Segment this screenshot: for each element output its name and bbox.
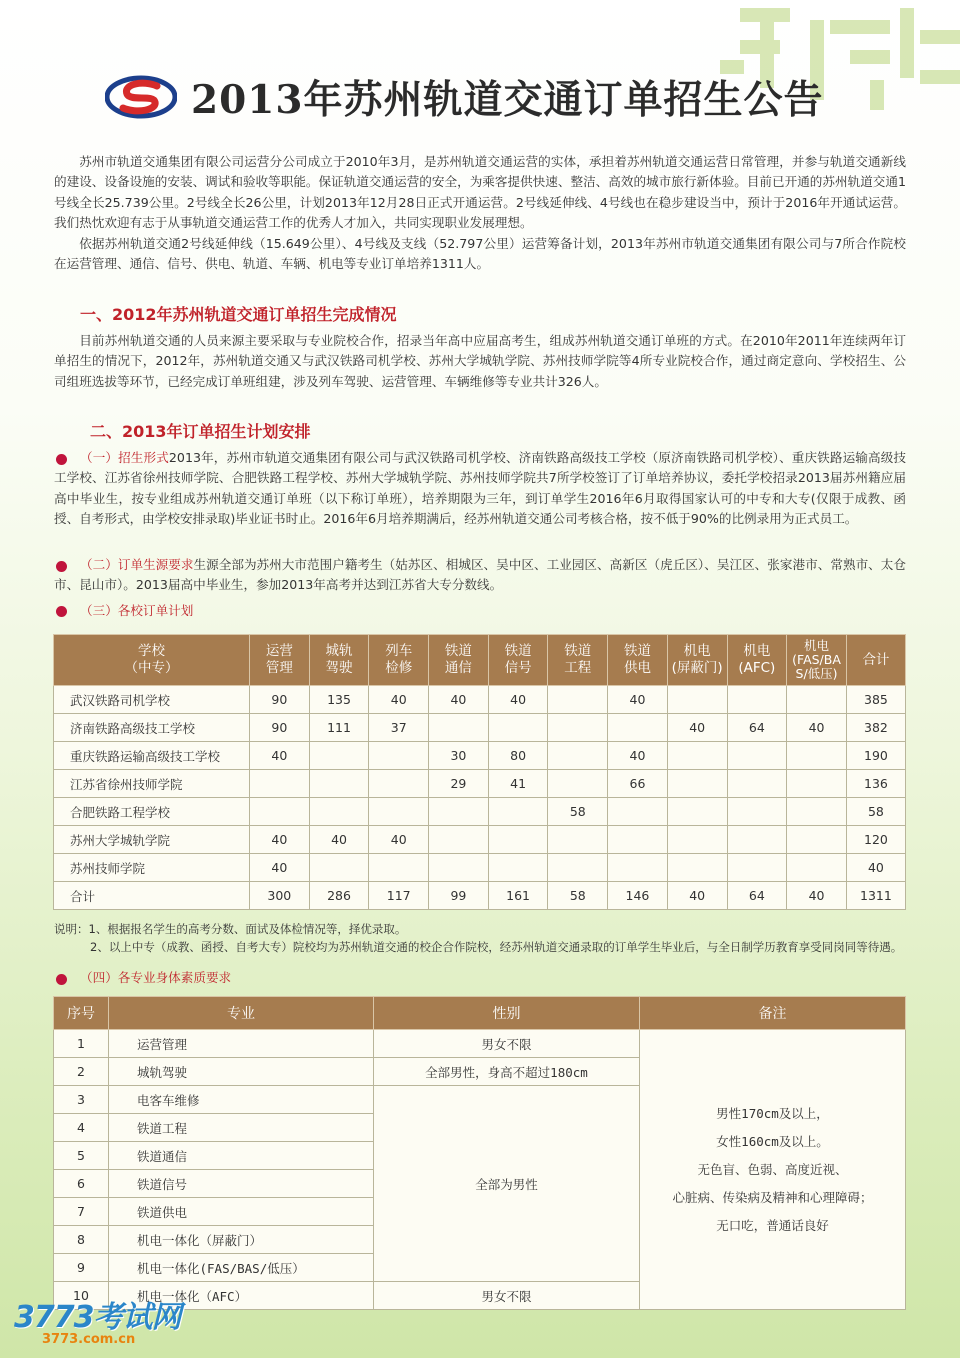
plan-header-line: (屏蔽门)	[671, 660, 723, 676]
plan-value-cell: 190	[846, 742, 905, 770]
plan-value-cell	[369, 770, 429, 798]
plan-value-cell	[548, 686, 608, 714]
seq-cell: 2	[54, 1058, 109, 1086]
table-row	[54, 882, 906, 910]
plan-value-cell: 385	[846, 686, 905, 714]
plan-value-cell: 40	[250, 742, 310, 770]
plan-value-cell: 136	[846, 770, 905, 798]
plan-header-line: (AFC)	[738, 660, 776, 676]
seq-cell: 10	[54, 1282, 109, 1310]
seq-cell: 9	[54, 1254, 109, 1282]
gender-cell: 全部为男性	[374, 1086, 640, 1282]
plan-header-line: 供电	[623, 660, 651, 676]
remark-line: 心脏病、传染病及精神和心理障碍；	[672, 1189, 873, 1205]
plan-value-cell	[667, 798, 727, 826]
plan-header-line: 铁道	[564, 643, 592, 659]
plan-value-cell: 40	[250, 854, 310, 882]
plan-value-cell: 40	[608, 742, 668, 770]
plan-value-cell	[667, 826, 727, 854]
plan-value-cell	[608, 798, 668, 826]
plan-value-cell	[309, 742, 369, 770]
table-row	[54, 714, 906, 742]
plan-header-cell	[488, 635, 548, 686]
plan-value-cell: 111	[309, 714, 369, 742]
table-row	[54, 798, 906, 826]
plan-value-cell: 40	[608, 686, 668, 714]
plan-value-cell	[548, 714, 608, 742]
plan-value-cell	[488, 854, 548, 882]
plan-value-cell: 99	[429, 882, 489, 910]
remark-cell	[640, 1030, 906, 1310]
plan-value-cell: 135	[309, 686, 369, 714]
plan-value-cell: 382	[846, 714, 905, 742]
plan-value-cell: 40	[250, 826, 310, 854]
major-cell: 铁道通信	[109, 1142, 374, 1170]
plan-value-cell: 120	[846, 826, 905, 854]
plan-header-line: 检修	[385, 660, 413, 676]
watermark	[14, 1292, 181, 1347]
plan-value-cell: 146	[608, 882, 668, 910]
plan-header-line: 工程	[564, 660, 592, 676]
plan-header-cell	[429, 635, 489, 686]
plan-value-cell	[369, 854, 429, 882]
table-row	[54, 742, 906, 770]
table-row	[54, 686, 906, 714]
plan-header-line: 铁道	[444, 643, 472, 659]
plan-value-cell: 40	[787, 882, 847, 910]
seq-cell: 7	[54, 1198, 109, 1226]
major-cell: 运营管理	[109, 1030, 374, 1058]
plan-header-line: 铁道	[504, 643, 532, 659]
gender-cell: 全部男性，身高不超过180cm	[374, 1058, 640, 1086]
major-cell: 铁道供电	[109, 1198, 374, 1226]
major-cell: 机电一体化(FAS/BAS/低压）	[109, 1254, 374, 1282]
plan-value-cell	[548, 854, 608, 882]
req-header-cell: 性别	[374, 997, 640, 1030]
plan-value-cell: 64	[727, 714, 787, 742]
plan-value-cell	[727, 686, 787, 714]
gender-cell: 男女不限	[374, 1030, 640, 1058]
plan-header-line: 机电	[804, 638, 830, 653]
plan-header-line: 驾驶	[325, 660, 353, 676]
plan-header-line: 合计	[862, 651, 890, 668]
watermark-url: 3773.com.cn	[42, 1332, 136, 1347]
plan-value-cell: 40	[369, 826, 429, 854]
school-name-cell: 合计	[54, 882, 250, 910]
seq-cell: 5	[54, 1142, 109, 1170]
plan-value-cell: 58	[548, 882, 608, 910]
plan-header-line: 运营	[265, 643, 293, 659]
table-row	[54, 826, 906, 854]
plan-header-line: 信号	[504, 660, 532, 676]
plan-value-cell	[727, 770, 787, 798]
recruit-form-label: （一）招生形式	[80, 450, 169, 465]
plan-value-cell	[608, 826, 668, 854]
plan-value-cell: 80	[488, 742, 548, 770]
plan-value-cell	[727, 742, 787, 770]
note-1: 说明：1、根据报名学生的高考分数、面试及体检情况等，择优录取。	[54, 922, 407, 936]
seq-cell: 1	[54, 1030, 109, 1058]
plan-header-cell	[727, 635, 787, 686]
plan-header-cell	[846, 635, 905, 686]
section-heading-1: 一、2012年苏州轨道交通订单招生完成情况	[80, 305, 397, 324]
plan-header-cell	[608, 635, 668, 686]
school-plan-label: （三）各校订单计划	[80, 603, 194, 618]
recruit-form-text: 2013年，苏州市轨道交通集团有限公司与武汉铁路司机学校、济南铁路高级技工学校（原济南铁路司机学校）、重庆铁路运输高级技工学校、江苏省徐州技师学院、合肥铁路工程学校、苏州大学城轨学院、苏州技师学院共7所学校签订了订单培养协议，委托学校招录2013届苏州籍应届高中毕业生，按专业组成苏州轨道交通订单班（以下称订单班），培养期限为三年，到订单学生2016年6月取得国家认可的中专和大专(仅限于成教、函授、自考形式，由学校安排录取)毕业证书时止。2016年6月培养期满后，经苏州轨道交通公司考核合格，按不低于90%的比例录用为正式员工。	[54, 450, 906, 526]
plan-value-cell: 40	[787, 714, 847, 742]
school-name-cell: 合肥铁路工程学校	[54, 798, 250, 826]
physical-requirement-table	[53, 996, 906, 1310]
plan-value-cell: 58	[548, 798, 608, 826]
plan-value-cell	[369, 798, 429, 826]
plan-value-cell	[548, 826, 608, 854]
plan-value-cell	[488, 798, 548, 826]
intro-paragraph-2: 依据苏州轨道交通2号线延伸线（15.649公里）、4号线及支线（52.797公里）运营筹备计划，2013年苏州市轨道交通集团有限公司与7所合作院校在运营管理、通信、信号、供电、轨道、车辆、机电等专业订单培养1311人。	[54, 236, 906, 272]
plan-value-cell	[429, 798, 489, 826]
plan-header-line: 管理	[265, 660, 293, 676]
plan-value-cell	[608, 854, 668, 882]
plan-value-cell	[667, 770, 727, 798]
plan-value-cell: 1311	[846, 882, 905, 910]
school-name-cell: 江苏省徐州技师学院	[54, 770, 250, 798]
plan-value-cell: 40	[369, 686, 429, 714]
req-table-header-row	[54, 997, 906, 1030]
plan-value-cell	[667, 686, 727, 714]
plan-value-cell	[250, 798, 310, 826]
major-cell: 机电一体化（屏蔽门）	[109, 1226, 374, 1254]
watermark-main: 3773考试网	[14, 1300, 181, 1335]
plan-value-cell: 29	[429, 770, 489, 798]
seq-cell: 3	[54, 1086, 109, 1114]
plan-header-line: 机电	[743, 643, 771, 659]
major-cell: 电客车维修	[109, 1086, 374, 1114]
plan-header-cell	[787, 635, 847, 686]
plan-value-cell: 161	[488, 882, 548, 910]
source-req-text: 生源全部为苏州大市范围户籍考生（姑苏区、相城区、吴中区、工业园区、高新区（虎丘区）、吴江区、张家港市、常熟市、太仓市、昆山市）。2013届高中毕业生，参加2013年高考并达到江苏省大专分数线。	[54, 557, 906, 593]
plan-value-cell	[667, 742, 727, 770]
plan-header-cell	[54, 635, 250, 686]
plan-value-cell: 64	[727, 882, 787, 910]
plan-value-cell: 40	[667, 714, 727, 742]
source-req-label: （二）订单生源要求	[80, 557, 194, 572]
plan-value-cell: 30	[429, 742, 489, 770]
plan-header-cell	[369, 635, 429, 686]
plan-value-cell	[429, 714, 489, 742]
page-title: 2013年苏州轨道交通订单招生公告	[191, 77, 824, 123]
major-cell: 城轨驾驶	[109, 1058, 374, 1086]
plan-value-cell: 58	[846, 798, 905, 826]
source-req-paragraph	[54, 555, 906, 596]
bullet-icon	[56, 606, 67, 617]
recruit-form-paragraph	[54, 448, 906, 529]
school-name-cell: 重庆铁路运输高级技工学校	[54, 742, 250, 770]
suzhou-metro-logo-icon	[105, 74, 177, 120]
plan-value-cell	[309, 770, 369, 798]
plan-value-cell	[787, 742, 847, 770]
intro-paragraph-1: 苏州市轨道交通集团有限公司运营分公司成立于2010年3月，是苏州轨道交通运营的实体，承担着苏州轨道交通运营日常管理，并参与轨道交通新线的建设、设备设施的安装、调试和验收等职能。保证轨道交通运营的安全，为乘客提供快速、整洁、高效的城市旅行新体验。目前已开通的苏州轨道交通1号线全长25.739公里。2号线全长26公里，计划2013年12月28日正式开通运营。2号线延伸线、4号线也在稳步建设当中，预计于2016年开通试运营。我们热忱欢迎有志于从事轨道交通运营工作的优秀人才加入，共同实现职业发展理想。	[54, 154, 906, 230]
table-row	[54, 1030, 906, 1058]
school-name-cell: 苏州大学城轨学院	[54, 826, 250, 854]
table-row	[54, 854, 906, 882]
plan-header-cell	[309, 635, 369, 686]
plan-value-cell	[608, 714, 668, 742]
plan-value-cell	[429, 854, 489, 882]
req-header-cell: 专业	[109, 997, 374, 1030]
school-name-cell: 苏州技师学院	[54, 854, 250, 882]
plan-value-cell: 40	[667, 882, 727, 910]
plan-value-cell	[429, 826, 489, 854]
bullet-icon	[56, 974, 67, 985]
req-header-cell: 备注	[640, 997, 906, 1030]
plan-value-cell	[727, 798, 787, 826]
school-name-cell: 武汉铁路司机学校	[54, 686, 250, 714]
plan-header-line: 机电	[683, 643, 711, 659]
table-row	[54, 770, 906, 798]
plan-value-cell	[309, 798, 369, 826]
plan-value-cell	[309, 854, 369, 882]
plan-value-cell	[548, 770, 608, 798]
plan-value-cell	[488, 714, 548, 742]
plan-header-line: S/低压)	[795, 666, 838, 681]
seq-cell: 6	[54, 1170, 109, 1198]
plan-value-cell	[787, 798, 847, 826]
plan-value-cell: 286	[309, 882, 369, 910]
plan-header-cell	[250, 635, 310, 686]
plan-header-line: (FAS/BA	[792, 652, 841, 667]
seq-cell: 4	[54, 1114, 109, 1142]
school-plan-table	[53, 634, 906, 910]
plan-value-cell: 66	[608, 770, 668, 798]
plan-value-cell	[667, 854, 727, 882]
plan-value-cell: 40	[488, 686, 548, 714]
plan-value-cell	[488, 826, 548, 854]
physical-req-label: （四）各专业身体素质要求	[80, 970, 232, 985]
plan-value-cell	[787, 686, 847, 714]
major-cell: 铁道工程	[109, 1114, 374, 1142]
plan-value-cell	[787, 826, 847, 854]
plan-value-cell: 300	[250, 882, 310, 910]
plan-value-cell	[548, 742, 608, 770]
plan-value-cell	[787, 854, 847, 882]
school-name-cell: 济南铁路高级技工学校	[54, 714, 250, 742]
plan-header-line: 铁道	[623, 643, 651, 659]
plan-header-line: 通信	[444, 660, 472, 676]
plan-value-cell	[727, 826, 787, 854]
remark-line: 无口吃，普通话良好	[716, 1217, 829, 1233]
plan-value-cell	[250, 770, 310, 798]
plan-value-cell: 37	[369, 714, 429, 742]
plan-value-cell: 40	[429, 686, 489, 714]
gender-cell: 男女不限	[374, 1282, 640, 1310]
plan-header-cell	[667, 635, 727, 686]
plan-header-line: （中专）	[124, 660, 179, 676]
plan-value-cell	[787, 770, 847, 798]
major-cell: 机电一体化（AFC）	[109, 1282, 374, 1310]
plan-table-header-row	[54, 635, 906, 686]
section-heading-2: 二、2013年订单招生计划安排	[90, 422, 311, 441]
major-cell: 铁道信号	[109, 1170, 374, 1198]
plan-header-line: 学校	[138, 643, 165, 659]
plan-value-cell: 40	[309, 826, 369, 854]
req-header-cell: 序号	[54, 997, 109, 1030]
section1-paragraph: 目前苏州轨道交通的人员来源主要采取与专业院校合作，招录当年高中应届高考生，组成苏州轨道交通订单班的方式。在2010年2011年连续两年订单招生的情况下，2012年，苏州轨道交通又与武汉铁路司机学校、苏州大学城轨学院、苏州技师学院等4所专业院校合作，通过商定意向、学校招生、公司组班选拔等环节，已经完成订单班组建，涉及列车驾驶、运营管理、车辆维修等专业共计326人。	[54, 333, 906, 389]
plan-value-cell: 41	[488, 770, 548, 798]
plan-header-line: 城轨	[325, 643, 353, 659]
plan-header-line: 列车	[385, 643, 413, 659]
plan-header-cell	[548, 635, 608, 686]
plan-value-cell: 117	[369, 882, 429, 910]
remark-line: 无色盲、色弱、高度近视、	[697, 1161, 848, 1177]
plan-value-cell	[369, 742, 429, 770]
remark-line: 男性170cm及以上，	[716, 1105, 829, 1121]
plan-value-cell: 90	[250, 714, 310, 742]
page-header	[105, 72, 824, 122]
plan-value-cell: 40	[846, 854, 905, 882]
note-2: 2、以上中专（成教、函授、自考大专）院校均为苏州轨道交通的校企合作院校，经苏州轨道交通录取的订单学生毕业后，与全日制学历教育享受同岗同等待遇。	[90, 940, 903, 954]
plan-value-cell	[727, 854, 787, 882]
remark-line: 女性160cm及以上。	[716, 1133, 829, 1149]
plan-value-cell: 90	[250, 686, 310, 714]
seq-cell: 8	[54, 1226, 109, 1254]
